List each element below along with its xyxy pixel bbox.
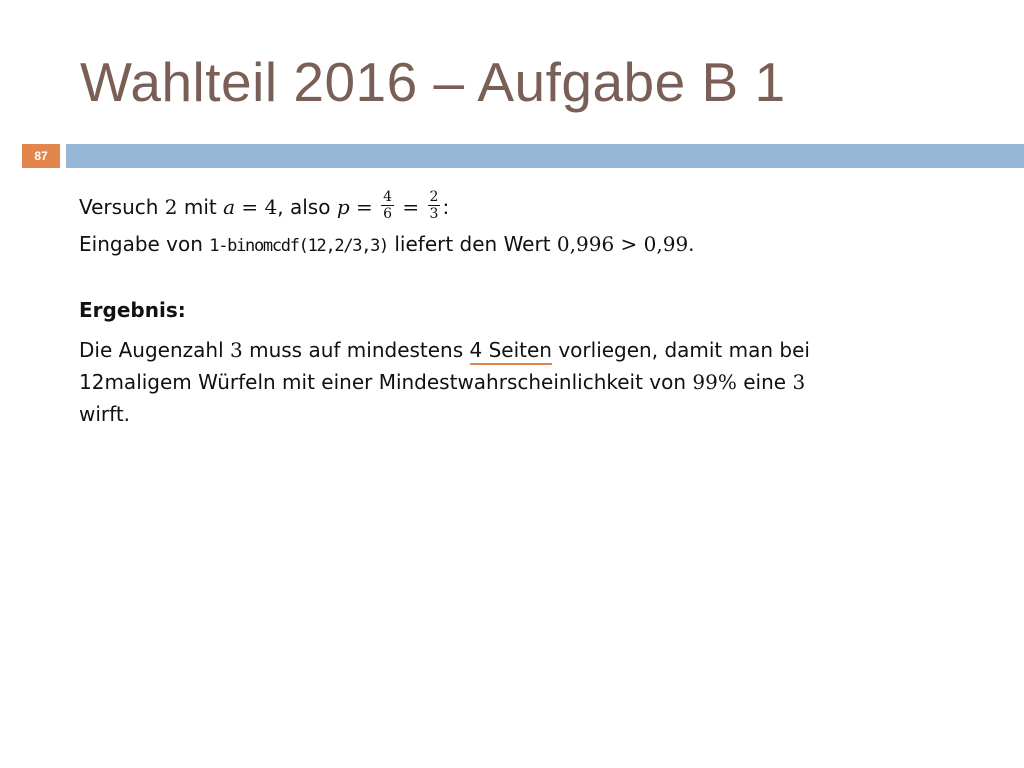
- value-comparison: 0,996 > 0,99: [556, 232, 689, 256]
- slide-title: Wahlteil 2016 – Aufgabe B 1: [80, 51, 786, 113]
- text: Die Augenzahl: [79, 338, 230, 362]
- text: liefert den Wert: [388, 232, 557, 256]
- number-3: 3: [792, 370, 806, 394]
- fraction-numerator: 4: [383, 189, 393, 205]
- percentage: 99%: [692, 370, 737, 394]
- equals-sign: =: [396, 195, 426, 219]
- header-accent-bar: [66, 144, 1024, 168]
- text: mit: [177, 195, 224, 219]
- text: vorliegen, damit man bei: [551, 338, 810, 362]
- calculator-command: 1-binomcdf(12,2/3,3): [209, 236, 388, 256]
- text: Eingabe von: [79, 232, 210, 256]
- text: muss auf mindestens: [242, 338, 470, 362]
- fraction-4-6: [381, 189, 394, 222]
- text: 12maligem Würfeln mit einer Mindestwahrscheinlichkeit von: [79, 370, 693, 394]
- input-line: [79, 229, 959, 262]
- fraction-denominator: 6: [383, 206, 393, 222]
- text: .: [688, 232, 695, 256]
- slide-number-badge: 87: [22, 144, 60, 168]
- slide-body: [79, 189, 959, 430]
- result-line-1: [79, 334, 959, 366]
- fraction-denominator: 3: [429, 206, 439, 222]
- number-3: 3: [230, 338, 243, 362]
- result-paragraph: [79, 334, 959, 430]
- equation-a: = 4: [235, 195, 278, 219]
- text: wirft.: [79, 402, 131, 426]
- variable-p: p: [336, 195, 350, 219]
- trial-number: 2: [164, 195, 178, 219]
- result-heading: Ergebnis:: [79, 298, 186, 322]
- text: , also: [277, 195, 337, 219]
- text: eine: [736, 370, 793, 394]
- variable-a: a: [223, 195, 236, 219]
- text: Versuch: [79, 195, 165, 219]
- result-line-2: [79, 366, 959, 398]
- result-line-3: [79, 398, 959, 430]
- text: :: [442, 195, 450, 219]
- fraction-2-3: [428, 189, 441, 222]
- fraction-numerator: 2: [429, 189, 439, 205]
- spacer: [79, 262, 959, 284]
- highlighted-4-seiten: 4 Seiten: [470, 338, 552, 365]
- trial-line: [79, 189, 959, 223]
- equals-sign: =: [349, 195, 380, 219]
